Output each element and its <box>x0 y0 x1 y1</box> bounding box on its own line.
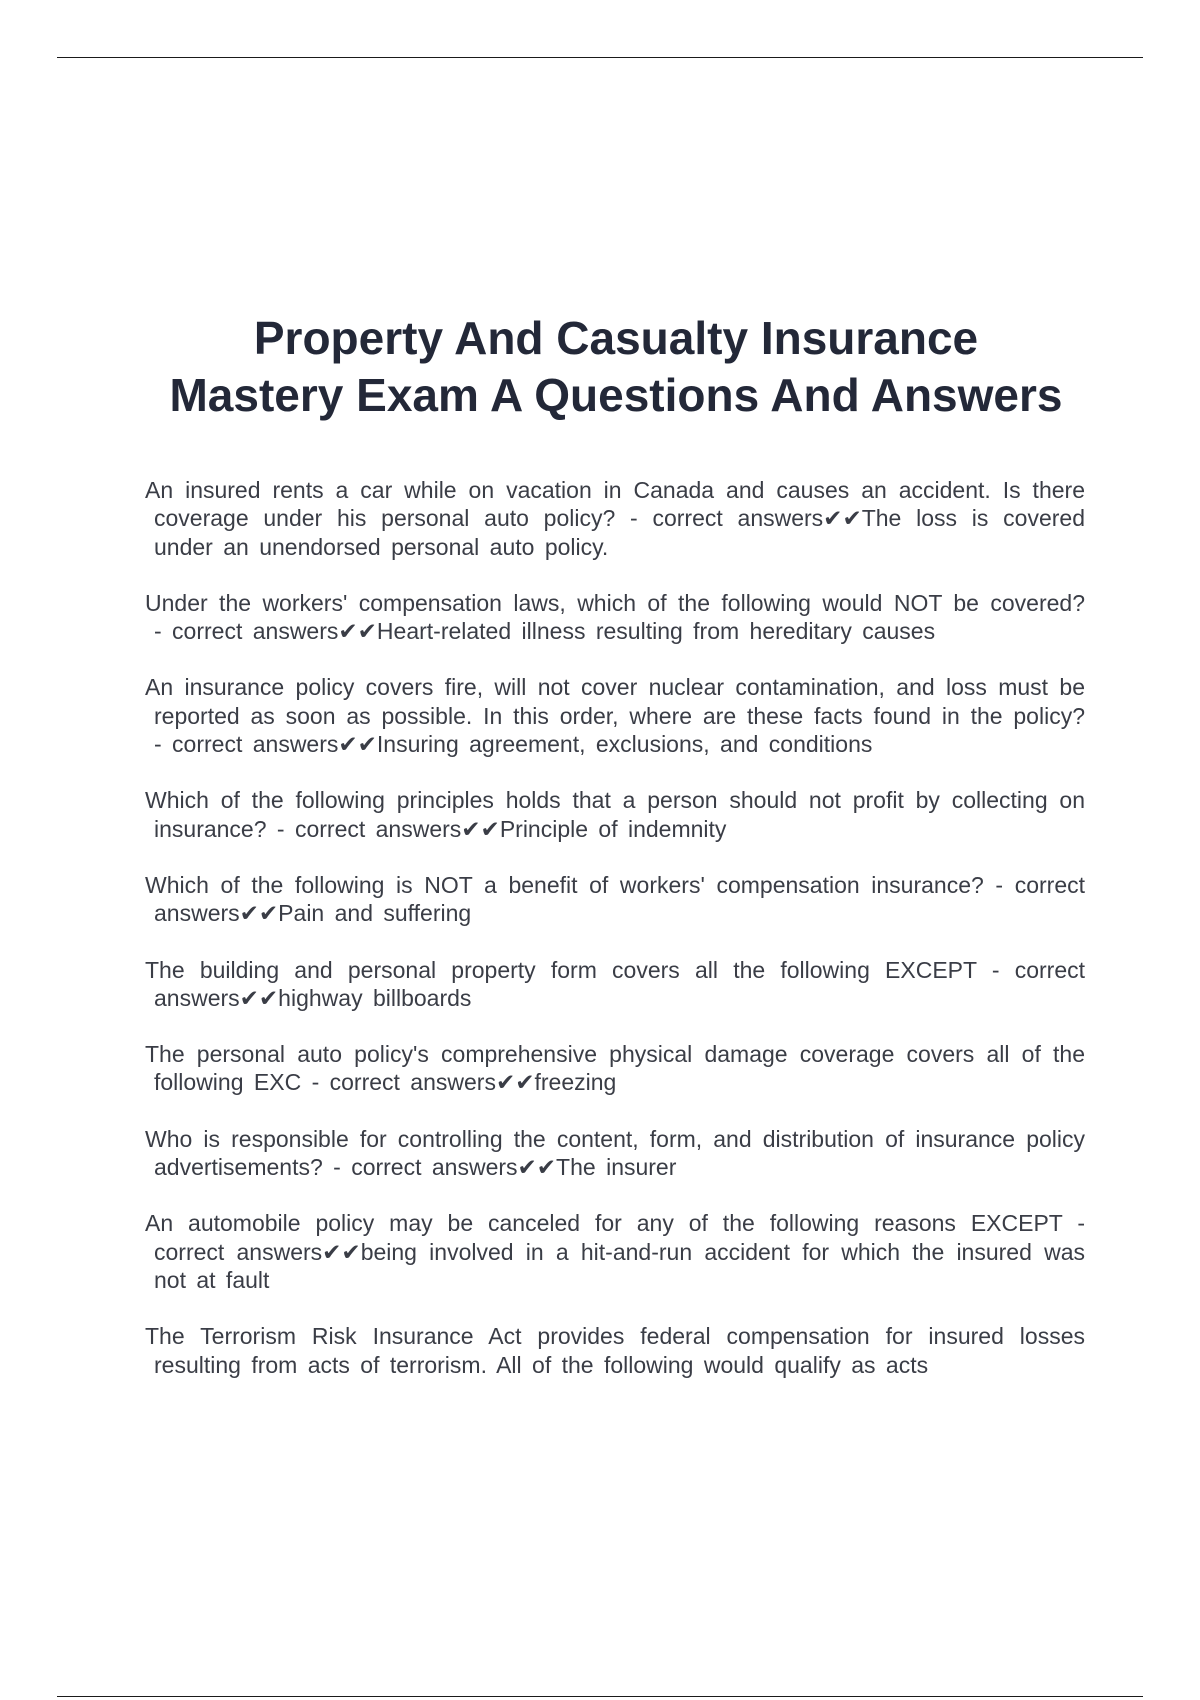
qa-item: Which of the following is NOT a benefit of workers' compensation insurance? - correct answers✔✔Pain and suffering <box>145 871 1085 927</box>
qa-item: The Terrorism Risk Insurance Act provides federal compensation for insured losses resulting from acts of terrorism. All of the following would qualify as acts <box>145 1323 1085 1378</box>
title-line-1: Property And Casualty Insurance <box>253 312 979 364</box>
top-rule <box>57 57 1143 58</box>
bottom-rule <box>57 1696 1143 1697</box>
qa-item: An insured rents a car while on vacation in Canada and causes an accident. Is there coverage under his personal auto policy? - correct answers✔✔The loss is covered under an unendorsed personal auto policy. <box>145 477 1085 560</box>
qa-item: Under the workers' compensation laws, which of the following would NOT be covered? - correct answers✔✔Heart-related illness resulting from hereditary causes <box>145 589 1085 645</box>
title-line-2: Mastery Exam A Questions And Answers <box>169 369 1063 421</box>
qa-item: The building and personal property form covers all the following EXCEPT - correct answers✔✔highway billboards <box>145 956 1085 1011</box>
qa-item: An automobile policy may be canceled for any of the following reasons EXCEPT - correct answers✔✔being involved in a hit-and-run accident for which the insured was not at fault <box>145 1210 1085 1293</box>
qa-item: An insurance policy covers fire, will not cover nuclear contamination, and loss must be reported as soon as possible. In this order, where are these facts found in the policy? - correct answers✔✔Insuring agreement, exclusions, and conditions <box>145 674 1085 758</box>
qa-item: The personal auto policy's comprehensive physical damage coverage covers all of the following EXC - correct answers✔✔freezing <box>145 1041 1085 1096</box>
qa-item: Which of the following principles holds that a person should not profit by collecting on insurance? - correct answers✔✔Principle of indemnity <box>145 787 1085 842</box>
qa-list <box>145 476 1085 1379</box>
page-title <box>0 310 1200 424</box>
qa-item: Who is responsible for controlling the content, form, and distribution of insurance policy advertisements? - correct answers✔✔The insurer <box>145 1125 1085 1181</box>
